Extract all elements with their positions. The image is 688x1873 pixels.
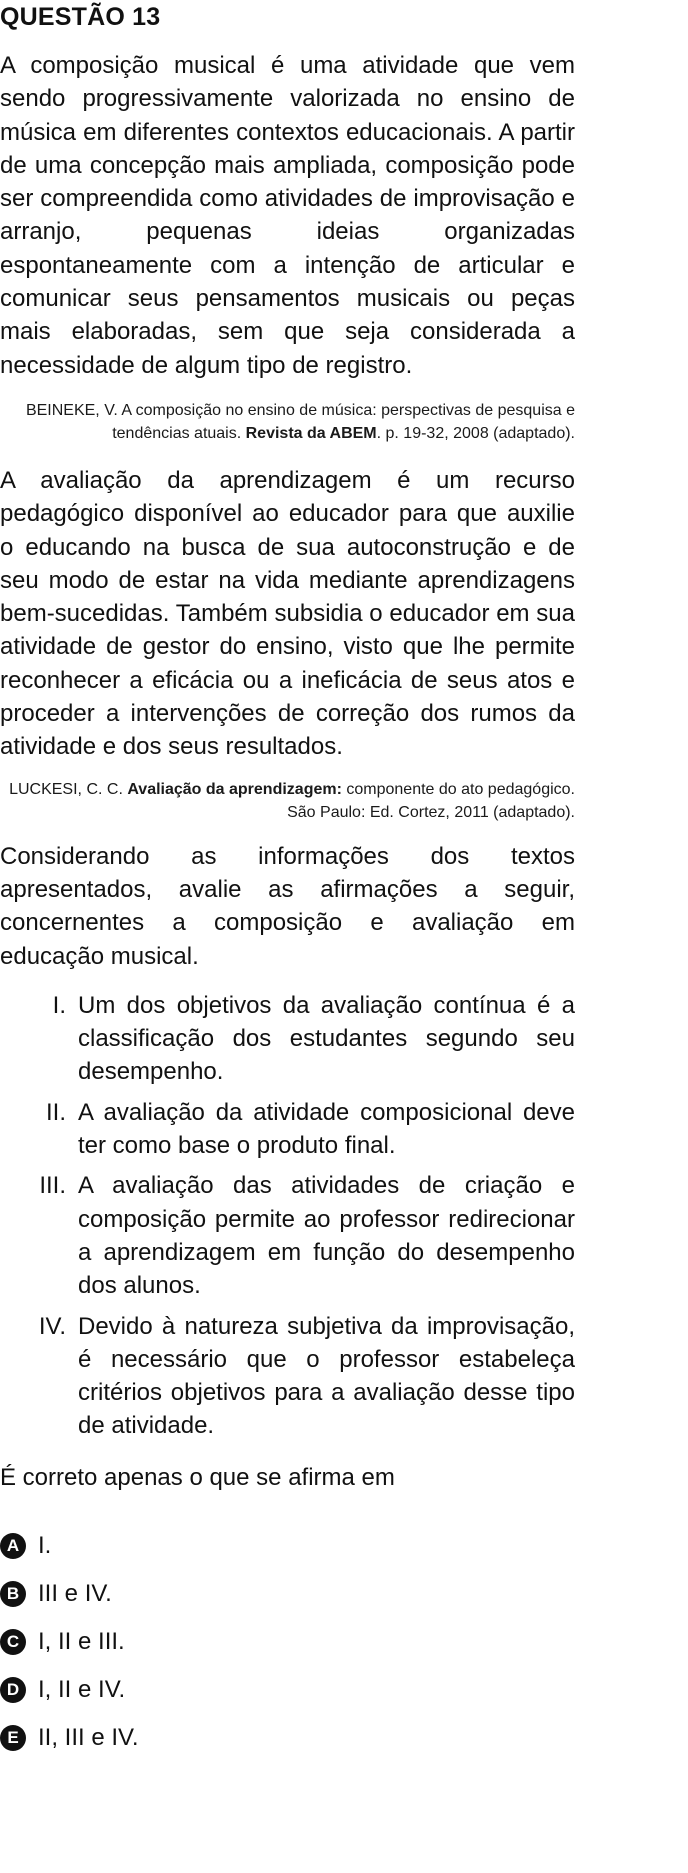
answer-option-c[interactable] <box>0 1618 575 1666</box>
option-letter-badge: B <box>0 1581 26 1607</box>
text-passage-2: A avaliação da aprendizagem é um recurso pedagógico disponível ao educador para que auxilie o educando na busca de sua autoconstrução e de seu modo de estar na vida mediante aprendizagens bem-sucedidas. Também subsidia o educador em sua atividade de gestor do ensino, visto que lhe permite reconhecer a eficácia ou a ineficácia de seus atos e proceder a intervenções de correção dos rumos da atividade e dos seus resultados. <box>0 466 575 761</box>
statement-number: IV. <box>38 1312 66 1340</box>
citation-1-journal: Revista da ABEM <box>245 425 377 443</box>
option-text: III e IV. <box>38 1579 112 1607</box>
option-text: I, II e III. <box>38 1627 125 1655</box>
option-text: II, III e IV. <box>38 1723 139 1751</box>
question-column <box>0 2 575 1762</box>
answer-option-a[interactable] <box>0 1522 575 1570</box>
statement-number: III. <box>39 1172 66 1200</box>
option-letter-badge: D <box>0 1677 26 1703</box>
citation-1-details: . p. 19-32, 2008 (adaptado). <box>376 425 575 443</box>
statement-item <box>0 1310 575 1443</box>
option-letter-badge: E <box>0 1725 26 1751</box>
answer-option-b[interactable] <box>0 1570 575 1618</box>
answer-options <box>0 1522 575 1762</box>
question-title: QUESTÃO 13 <box>0 3 161 31</box>
citation-2-book-title: Avaliação da aprendizagem: <box>127 780 342 798</box>
answer-option-d[interactable] <box>0 1666 575 1714</box>
statement-number: II. <box>45 1098 66 1126</box>
citation-2 <box>0 778 575 825</box>
statement-text: Devido à natureza subjetiva da improvisação, é necessário que o professor estabeleça critérios objetivos para a avaliação desse tipo de atividade. <box>78 1312 575 1440</box>
citation-2-authors: LUCKESI, C. C. <box>9 780 128 798</box>
option-text: I, II e IV. <box>38 1675 126 1703</box>
statement-list <box>0 989 575 1443</box>
statement-item <box>0 1169 575 1302</box>
text-passage-1: A composição musical é uma atividade que vem sendo progressivamente valorizada no ensino de música em diferentes contextos educacionais. A partir de uma concepção mais ampliada, composição pode ser compreendida como atividades de improvisação e arranjo, pequenas ideias organizadas espontaneamente com a intenção de articular e comunicar seus pensamentos musicais ou peças mais elaboradas, sem que seja considerada a necessidade de algum tipo de registro. <box>0 52 575 379</box>
statement-number: I. <box>52 991 66 1019</box>
statement-item <box>0 989 575 1089</box>
question-prompt: Considerando as informações dos textos apresentados, avalie as afirmações a seguir, concernentes a composição e avaliação em educação musical. <box>0 842 575 970</box>
citation-2-details: componente do ato pedagógico. São Paulo: Ed. Cortez, 2011 (adaptado). <box>287 780 575 822</box>
answer-option-e[interactable] <box>0 1714 575 1762</box>
option-letter-badge: C <box>0 1629 26 1655</box>
statement-item <box>0 1096 575 1163</box>
statement-text: Um dos objetivos da avaliação contínua é a classificação dos estudantes segundo seu desempenho. <box>78 991 575 1086</box>
statement-text: A avaliação da atividade composicional deve ter como base o produto final. <box>78 1098 575 1160</box>
statement-text: A avaliação das atividades de criação e composição permite ao professor redirecionar a aprendizagem em função do desempenho dos alunos. <box>78 1172 575 1300</box>
option-letter-badge: A <box>0 1533 26 1559</box>
citation-1 <box>0 399 575 446</box>
citation-1-authors: BEINEKE, V. A composição no ensino de música: perspectivas de pesquisa e tendências atuais. <box>25 401 575 443</box>
question-stem: É correto apenas o que se afirma em <box>0 1463 395 1491</box>
option-text: I. <box>38 1531 52 1559</box>
